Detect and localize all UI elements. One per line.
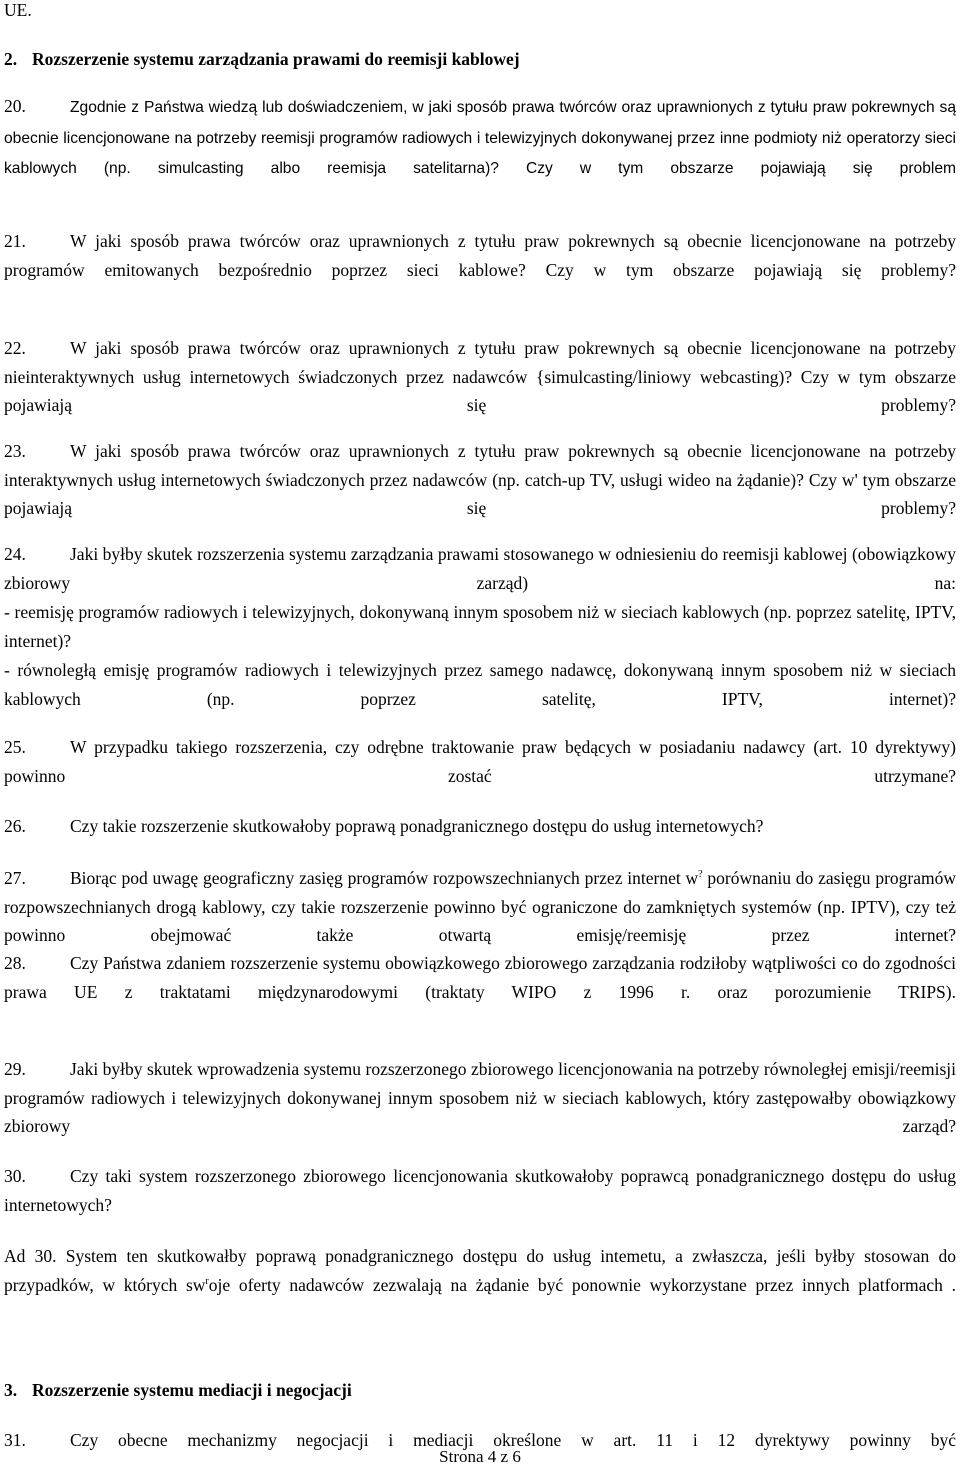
- question-number: 24.: [4, 544, 26, 564]
- answer-text-continued: oje oferty nadawców zezwalają na żądanie być ponownie wykorzystane przez innych platformach .: [208, 1274, 956, 1295]
- section-3-heading: [4, 1376, 956, 1404]
- question-number: 23.: [4, 441, 26, 461]
- section-title: Rozszerzenie systemu mediacji i negocjacji: [32, 1380, 352, 1400]
- question-20: [4, 92, 956, 212]
- question-text: Jaki byłby skutek rozszerzenia systemu zarządzania prawami stosowanego w odniesieniu do reemisji kablowej (obowiązkowy zbiorowy zarząd) na:: [4, 544, 956, 593]
- question-number: 20.: [4, 96, 26, 116]
- question-text: Czy taki system rozszerzonego zbiorowego licencjonowania skutkowałoby poprawcą ponadgranicznego dostępu do usług internetowych?: [4, 1166, 956, 1215]
- question-number: 27.: [4, 868, 26, 888]
- section-title: Rozszerzenie systemu zarządzania prawami do reemisji kablowej: [32, 49, 520, 69]
- question-text: W przypadku takiego rozszerzenia, czy odrębne traktowanie praw będących w posiadaniu nadawcy (art. 10 dyrektywy) powinno zostać utrzymane?: [4, 737, 956, 786]
- question-text: Czy obecne mechanizmy negocjacji i mediacji określone w art. 11 i 12 dyrektywy powinny być: [70, 1430, 956, 1450]
- question-number: 31.: [4, 1430, 26, 1450]
- question-text-continued: porównaniu do zasięgu programów rozpowszechnianych drogą kablowy, czy takie rozszerzenie powinno być ograniczone do zamkniętych systemów (np. IPTV), czy też powinno obejmować także otwartą emisję/reemisję przez internet?: [4, 868, 957, 945]
- question-29: [4, 1055, 956, 1169]
- question-text: W jaki sposób prawa twórców oraz uprawnionych z tytułu praw pokrewnych są obecnie licencjonowane na potrzeby programów emitowanych bezpośrednio poprzez sieci kablowe? Czy w tym obszarze pojawiają się problemy?: [4, 231, 956, 280]
- question-23: [4, 437, 956, 551]
- question-number: 30.: [4, 1166, 26, 1186]
- question-30: [4, 1162, 956, 1248]
- question-22: [4, 334, 956, 448]
- section-2-heading: [4, 45, 956, 73]
- superscript-mark: r: [205, 1275, 209, 1287]
- question-25: [4, 733, 956, 819]
- question-24-bullet-2: - równoległą emisję programów radiowych i telewizyjnych przez samego nadawcę, dokonywaną innym sposobem niż w sieciach kablowych (np. poprzez satelitę, IPTV, internet)?: [4, 660, 956, 709]
- question-text: Jaki byłby skutek wprowadzenia systemu rozszerzonego zbiorowego licencjonowania na potrzeby równoległej emisji/reemisji programów radiowych i telewizyjnych dokonywanej innym sposobem niż w sieciach kablowych, który zastępowałby obowiązkowy zbiorowy zarząd?: [4, 1059, 956, 1136]
- question-text: Czy takie rozszerzenie skutkowałoby poprawą ponadgranicznego dostępu do usług internetowych?: [70, 816, 764, 836]
- question-24-bullet-1: - reemisję programów radiowych i telewizyjnych, dokonywaną innym sposobem niż w sieciach kablowych (np. poprzez satelitę, IPTV, internet)?: [4, 602, 956, 651]
- question-28: [4, 949, 956, 1035]
- section-number: 2.: [4, 49, 18, 69]
- question-26: [4, 812, 956, 841]
- question-number: 22.: [4, 338, 26, 358]
- question-21: [4, 227, 956, 313]
- question-number: 25.: [4, 737, 26, 757]
- question-text: W jaki sposób prawa twórców oraz uprawnionych z tytułu praw pokrewnych są obecnie licencjonowane na potrzeby interaktywnych usług internetowych świadczonych przez nadawców (np. catch-up TV, usługi wideo na żądanie)? Czy w' tym obszarze pojawiają się problemy?: [4, 441, 956, 518]
- question-text: Biorąc pod uwagę geograficzny zasięg programów rozpowszechnianych przez internet w: [70, 868, 699, 888]
- page-footer: Strona 4 z 6: [439, 1447, 521, 1466]
- question-text: Zgodnie z Państwa wiedzą lub doświadczeniem, w jaki sposób prawa twórców oraz uprawnionych z tytułu praw pokrewnych są obecnie licencjonowane na potrzeby reemisji programów radiowych i telewizyjnych dokonywanej przez inne podmioty niż operatorzy sieci kablowych (np.: [4, 99, 956, 177]
- question-number: 21.: [4, 231, 26, 251]
- question-text: W jaki sposób prawa twórców oraz uprawnionych z tytułu praw pokrewnych są obecnie licencjonowane na potrzeby nieinteraktywnych usług internetowych świadczonych przez nadawców {simulcasting/liniowy webcasting)? Czy w tym obszarze pojawiają się problemy?: [4, 338, 956, 415]
- question-number: 26.: [4, 816, 26, 836]
- question-number: 28.: [4, 953, 26, 973]
- answer-label: Ad 30.: [4, 1246, 57, 1266]
- question-number: 29.: [4, 1059, 26, 1079]
- question-text: Czy Państwa zdaniem rozszerzenie systemu obowiązkowego zbiorowego zarządzania rodziłoby wątpliwości co do zgodności prawa UE z traktatami międzynarodowymi (traktaty WIPO z 1996 r. oraz porozumienie TRIPS).: [4, 953, 956, 1002]
- answer-30: [4, 1242, 956, 1328]
- top-fragment: UE.: [4, 0, 32, 20]
- section-number: 3.: [4, 1380, 18, 1400]
- superscript-mark: ?: [698, 869, 703, 881]
- answer-text: System ten skutkowałby poprawą ponadgranicznego dostępu do usług intemetu, a zwłaszcza, jeśli byłby stosowan do przypadków, w których sw: [4, 1246, 957, 1295]
- question-text-continued: simulcasting albo reemisja satelitarna)? Czy w tym obszarze pojawiają się problem: [157, 160, 957, 177]
